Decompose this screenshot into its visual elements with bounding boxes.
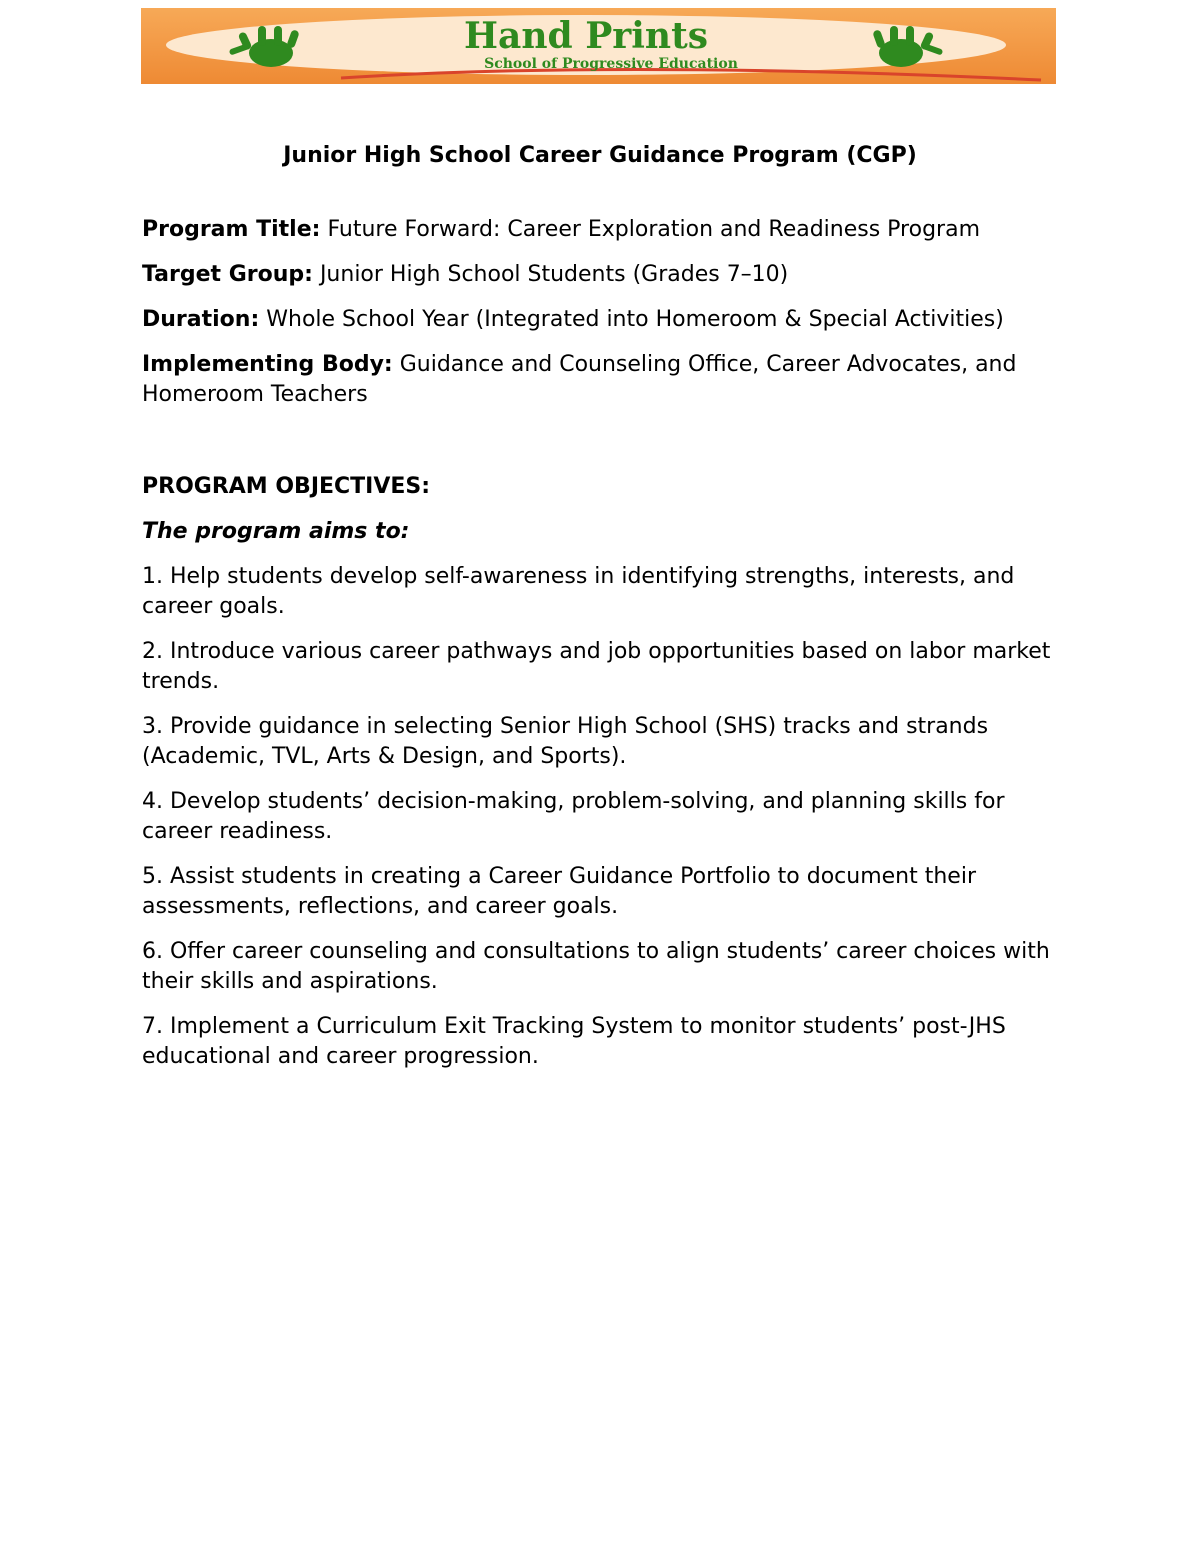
- field-program-title: [142, 215, 1062, 245]
- logo-subtitle: School of Progressive Education: [484, 56, 738, 72]
- field-label: Target Group:: [142, 262, 313, 287]
- field-label: Implementing Body:: [142, 352, 393, 377]
- field-value: Future Forward: Career Exploration and Readiness Program: [320, 217, 981, 242]
- objectives-intro: The program aims to:: [142, 519, 410, 544]
- objective-item: 6. Offer career counseling and consultations to align students’ career choices with their skills and aspirations.: [142, 939, 1050, 994]
- logo-text: Hand Prints: [463, 15, 709, 57]
- document-body: [142, 215, 1062, 1087]
- field-label: Program Title:: [142, 217, 321, 242]
- field-implementing-body: [142, 350, 1062, 410]
- field-value: Whole School Year (Integrated into Homeroom & Special Activities): [259, 307, 1004, 332]
- objective-item: 3. Provide guidance in selecting Senior High School (SHS) tracks and strands (Academic, TVL, Arts & Design, and Sports).: [142, 714, 989, 769]
- objective-item: 4. Develop students’ decision-making, problem-solving, and planning skills for career readiness.: [142, 789, 1005, 844]
- objective-item: 5. Assist students in creating a Career Guidance Portfolio to document their assessments, reflections, and career goals.: [142, 864, 977, 919]
- hand-prints-logo: [141, 8, 1056, 84]
- field-value: Junior High School Students (Grades 7–10): [312, 262, 789, 287]
- objectives-heading: PROGRAM OBJECTIVES:: [142, 474, 431, 499]
- field-label: Duration:: [142, 307, 260, 332]
- field-target-group: [142, 260, 1062, 290]
- field-value: Guidance and Counseling Office, Career Advocates, and Homeroom Teachers: [142, 352, 1017, 407]
- document-title: Junior High School Career Guidance Program (CGP): [283, 143, 917, 168]
- field-duration: [142, 305, 1062, 335]
- objective-item: 7. Implement a Curriculum Exit Tracking System to monitor students’ post-JHS educational and career progression.: [142, 1014, 1006, 1069]
- objective-item: 2. Introduce various career pathways and job opportunities based on labor market trends.: [142, 639, 1051, 694]
- school-logo-banner: [141, 8, 1056, 84]
- objective-item: 1. Help students develop self-awareness in identifying strengths, interests, and career goals.: [142, 564, 1015, 619]
